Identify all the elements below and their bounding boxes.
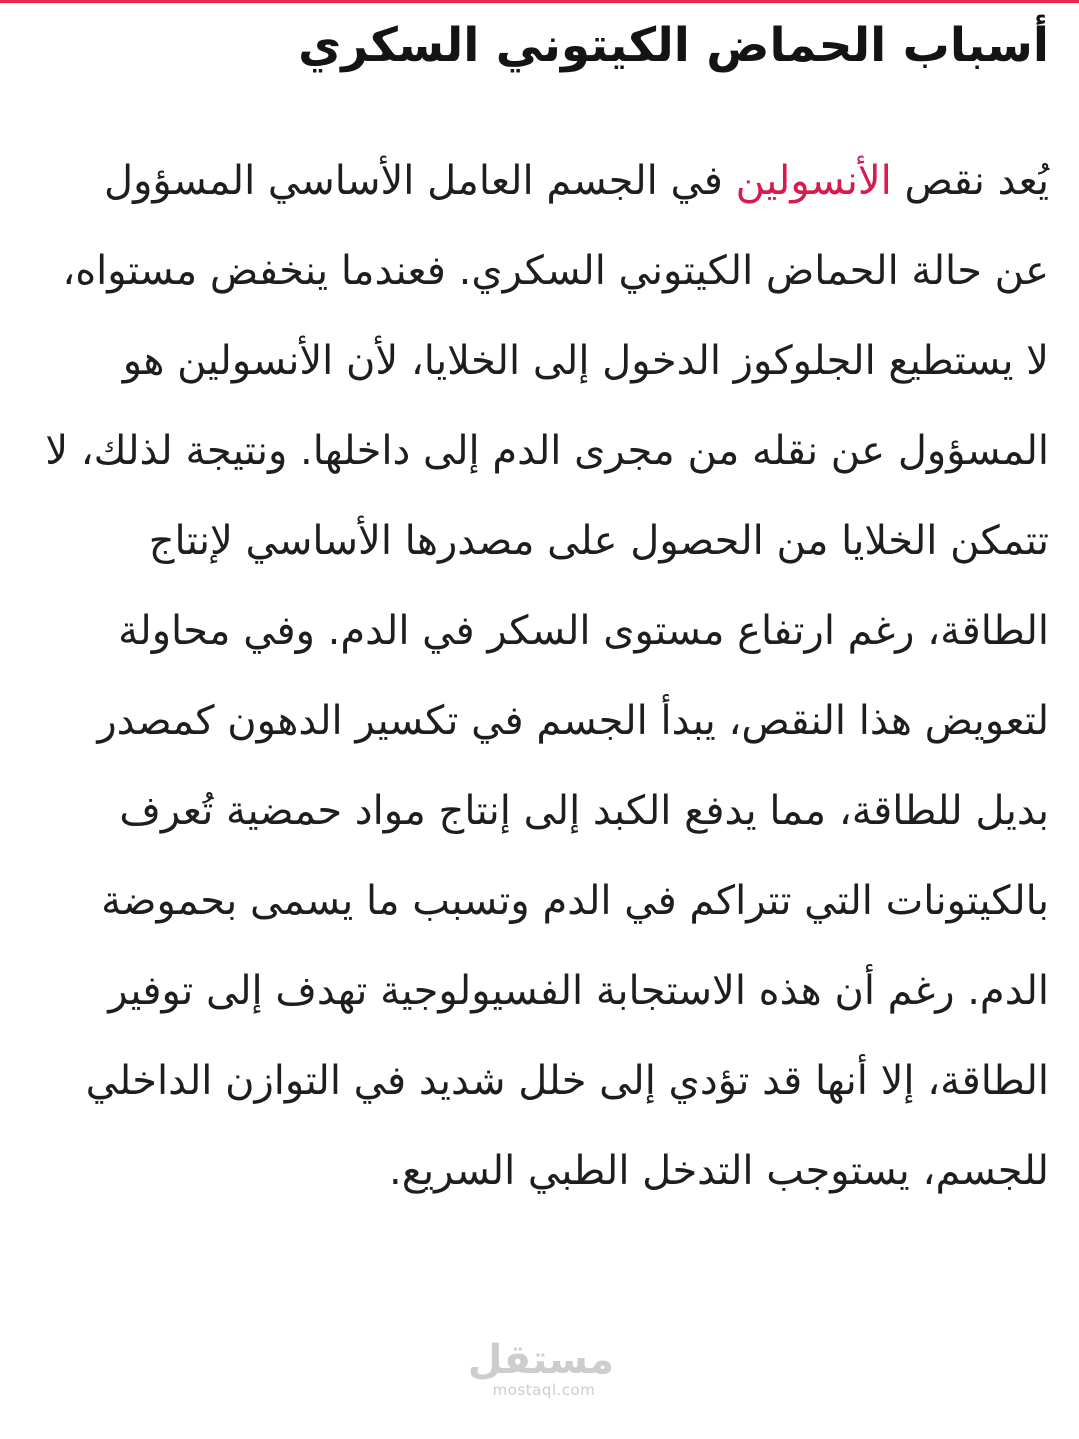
mostaql-watermark — [467, 1337, 614, 1399]
watermark-url: mostaql.com — [492, 1381, 596, 1399]
article-body — [39, 136, 1049, 1216]
article — [39, 0, 1049, 1216]
body-text-rest: في الجسم العامل الأساسي المسؤول عن حالة الحماض الكيتوني السكري. فعندما ينخفض مستواه، لا يستطيع الجلوكوز الدخول إلى الخلايا، لأن الأنسولين هو المسؤول عن نقله من مجرى الدم إلى داخلها. ونتيجة لذلك، لا تتمكن الخلايا من الحصول على مصدرها الأساسي لإنتاج الطاقة، رغم ارتفاع مستوى السكر في الدم. وفي محاولة لتعويض هذا النقص، يبدأ الجسم في تكسير الدهون كمصدر بديل للطاقة، مما يدفع الكبد إلى إنتاج مواد حمضية تُعرف بالكيتونات التي تتراكم في الدم وتسبب ما يسمى بحموضة الدم. رغم أن هذه الاستجابة الفسيولوجية تهدف إلى توفير الطاقة، إلا أنها قد تؤدي إلى خلل شديد في التوازن الداخلي للجسم، يستوجب التدخل الطبي السريع. — [45, 158, 1049, 1194]
body-text-start: يُعد نقص — [891, 158, 1049, 204]
article-title: أسباب الحماض الكيتوني السكري — [298, 18, 1049, 73]
watermark-logo: مستقل — [467, 1337, 614, 1383]
insulin-link[interactable]: الأنسولين — [735, 158, 892, 204]
